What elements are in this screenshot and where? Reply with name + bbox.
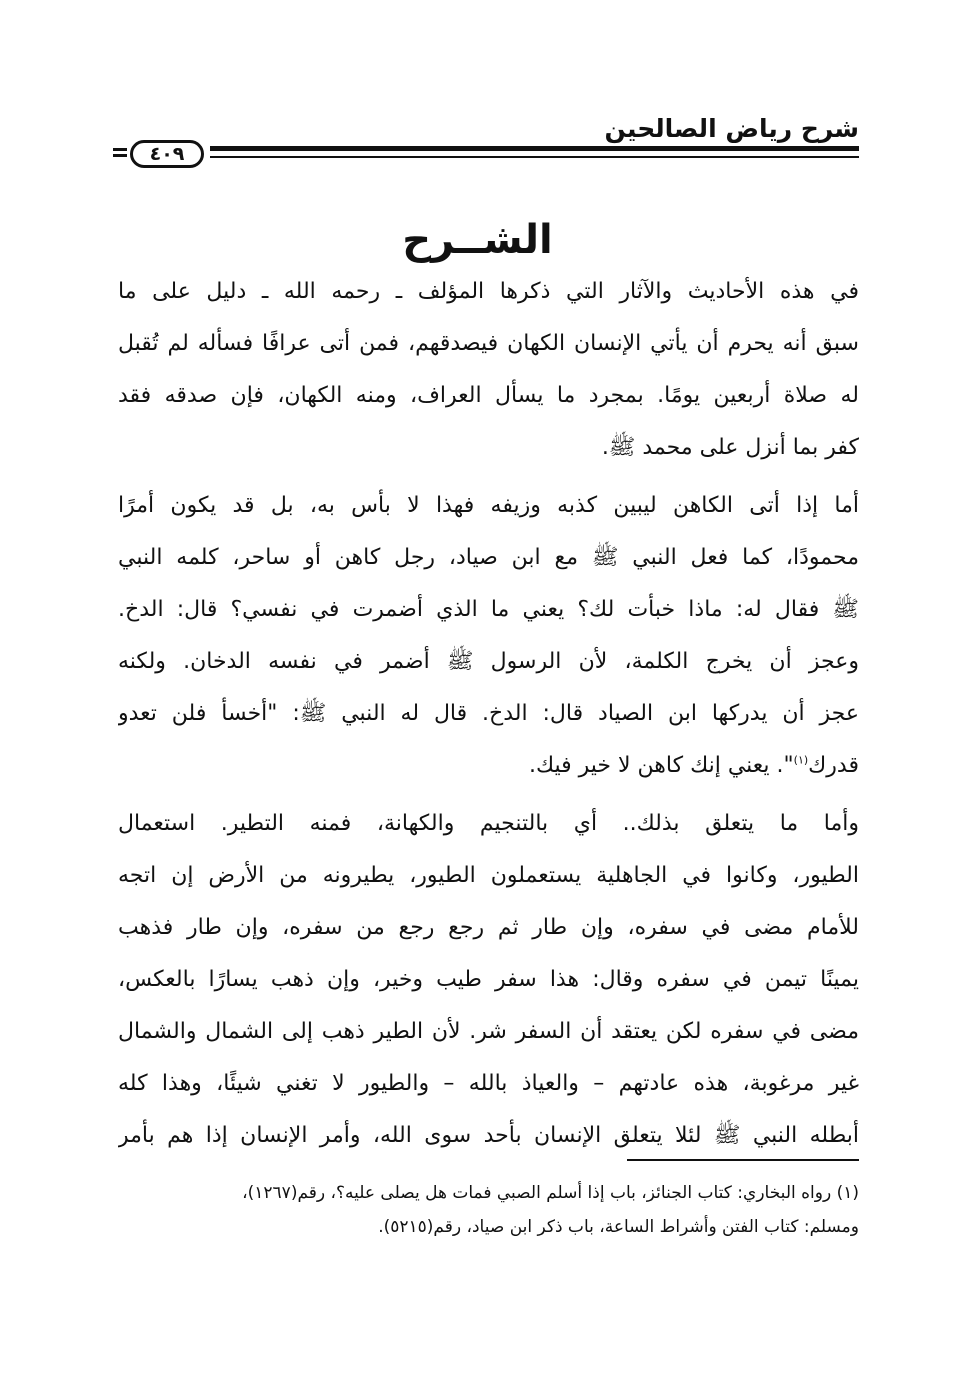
body-line: الطيور، وكانوا في الجاهلية يستعملون الطيور، يطيرونه من الأرض إن اتجه xyxy=(118,863,859,888)
footnote-line: ومسلم: كتاب الفتن وأشراط الساعة، باب ذكر ابن صياد، رقم(٥٢١٥). xyxy=(378,1217,859,1237)
body-line: وأما ما يتعلق بذلك.. أي بالتنجيم والكهانة، فمنه التطير. استعمال xyxy=(118,811,859,836)
body-line: ﷺ فقال له: ماذا خبأت لك؟ يعني ما الذي أضمرت في نفسي؟ قال: الدخ. xyxy=(118,597,859,622)
page-number-text: ٤٠٩ xyxy=(149,143,185,165)
body-text xyxy=(118,266,859,1162)
footnote-marker[interactable]: (١) xyxy=(793,753,809,767)
header-rule-thin xyxy=(210,156,859,158)
body-line-text: قدرك xyxy=(808,753,859,778)
body-line: يمينًا تيمن في سفره وقال: هذا سفر طيب وخير، وإن ذهب يسارًا بالعكس، xyxy=(118,967,859,992)
body-line: أما إذا أتى الكاهن ليبين كذبه وزيفه فهذا لا بأس به، بل قد يكون أمرًا xyxy=(118,493,859,518)
body-line: محمودًا، كما فعل النبي ﷺ مع ابن صياد، رجل كاهن أو ساحر، كلمه النبي xyxy=(118,545,859,570)
footnote-separator xyxy=(627,1159,859,1161)
body-line: للأمام مضى في سفره، وإن طار ثم رجع رجع من سفره، وإن طار فذهب xyxy=(118,915,859,940)
end-mark-line xyxy=(113,148,127,151)
body-line: كفر بما أنزل على محمد ﷺ. xyxy=(601,435,859,460)
body-line: غير مرغوبة، هذه عادتهم – والعياذ بالله – والطيور لا تغني شيئًا، وهذا كله xyxy=(118,1071,859,1096)
body-line-text: ". يعني إنك كاهن لا خير فيك. xyxy=(528,753,794,778)
footnote-line: (١) رواه البخاري: كتاب الجنائز، باب إذا أسلم الصبي فمات هل يصلى عليه؟، رقم(١٢٦٧)، xyxy=(242,1183,859,1203)
header-rule-thick xyxy=(210,146,859,151)
body-line: سبق أنه يحرم أن يأتي الإنسان الكهان فيصدقهم، فمن أتى عرافًا فسأله لم تُقبل xyxy=(118,331,859,356)
body-line: عجز أن يدركها ابن الصياد قال: الدخ. قال له النبي ﷺ: "أخسأ فلن تعدو xyxy=(118,701,859,726)
end-mark-line xyxy=(113,154,127,157)
running-title: شرح رياض الصالحين xyxy=(604,114,859,143)
body-line: وعجز أن يخرج الكلمة، لأن الرسول ﷺ أضمر في نفسه الدخان. ولكنه xyxy=(118,649,859,674)
body-line: في هذه الأحاديث والآثار التي ذكرها المؤلف ـ رحمه الله ـ دليل على ما xyxy=(118,279,859,304)
body-line xyxy=(118,740,859,792)
body-line: مضى في سفره لكن يعتقد أن السفر شر. لأن الطير ذهب إلى الشمال والشمال xyxy=(118,1019,859,1044)
page-number xyxy=(130,140,204,168)
body-line: له صلاة أربعين يومًا. بمجرد ما يسأل العراف، ومنه الكهان، فإن صدقه فقد xyxy=(118,383,859,408)
section-title: الشــرح xyxy=(402,217,553,263)
header-rule-end-mark xyxy=(113,148,127,161)
header-rule xyxy=(210,146,859,163)
body-line: أبطله النبي ﷺ لئلا يتعلق الإنسان بأحد سوى الله، وأمر الإنسان إذا هم بأمر xyxy=(118,1123,859,1148)
footnotes xyxy=(118,1176,859,1244)
